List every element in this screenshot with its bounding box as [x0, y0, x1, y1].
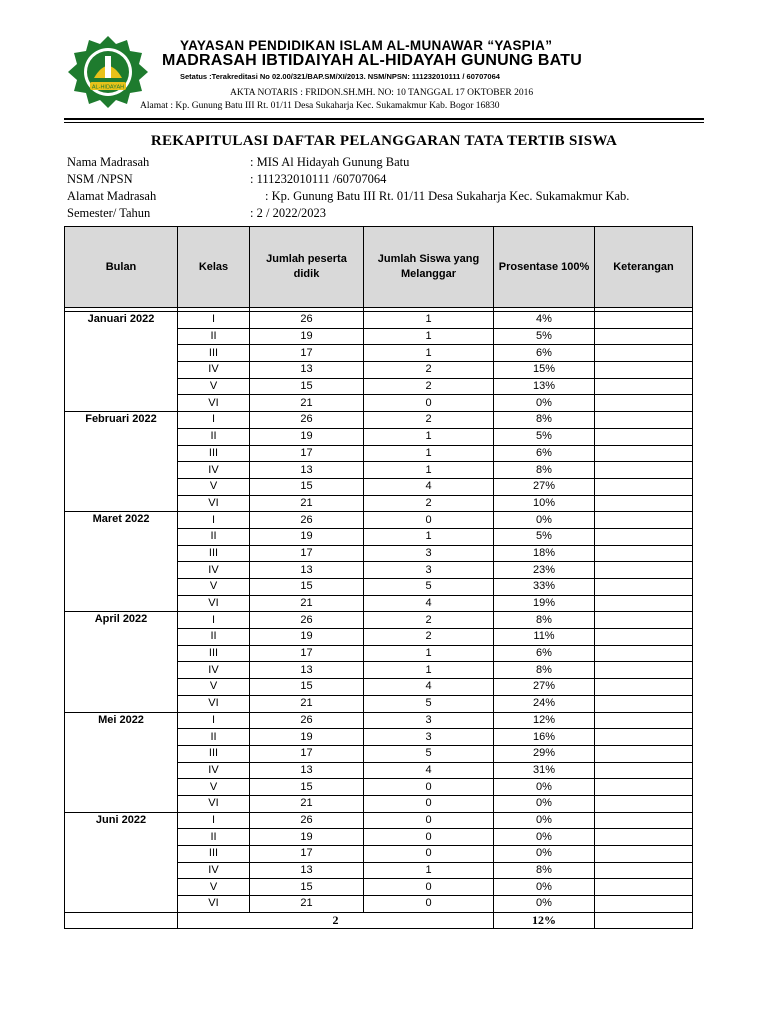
- notes-cell: [595, 362, 693, 379]
- violators-cell: 0: [364, 512, 494, 529]
- class-cell: V: [178, 879, 250, 896]
- students-cell: 21: [250, 495, 364, 512]
- month-cell: Juni 2022: [65, 812, 178, 912]
- table-row: [65, 512, 693, 529]
- students-cell: 21: [250, 896, 364, 913]
- students-cell: 13: [250, 562, 364, 579]
- students-cell: 19: [250, 528, 364, 545]
- students-cell: 21: [250, 795, 364, 812]
- col-header-violators: Jumlah Siswa yang Melanggar: [364, 227, 494, 308]
- violators-cell: 1: [364, 462, 494, 479]
- violation-table: [64, 226, 693, 929]
- violators-cell: 0: [364, 829, 494, 846]
- students-cell: 26: [250, 312, 364, 329]
- class-cell: V: [178, 378, 250, 395]
- notes-cell: [595, 862, 693, 879]
- notes-cell: [595, 679, 693, 696]
- total-empty-cell: [65, 912, 178, 929]
- notary-deed: AKTA NOTARIS : FRIDON.SH.MH. NO: 10 TANGGAL 17 OKTOBER 2016: [230, 88, 534, 98]
- info-value: : MIS Al Hidayah Gunung Batu: [250, 155, 410, 169]
- percent-cell: 0%: [494, 812, 595, 829]
- students-cell: 19: [250, 729, 364, 746]
- violators-cell: 1: [364, 645, 494, 662]
- info-label: Alamat Madrasah: [67, 189, 157, 203]
- students-cell: 21: [250, 395, 364, 412]
- violators-cell: 1: [364, 662, 494, 679]
- info-label: Nama Madrasah: [67, 155, 150, 169]
- percent-cell: 19%: [494, 595, 595, 612]
- percent-cell: 33%: [494, 579, 595, 596]
- class-cell: V: [178, 679, 250, 696]
- violators-cell: 5: [364, 579, 494, 596]
- class-cell: II: [178, 428, 250, 445]
- notes-cell: [595, 712, 693, 729]
- violators-cell: 1: [364, 445, 494, 462]
- document-title: REKAPITULASI DAFTAR PELANGGARAN TATA TERTIB SISWA: [150, 133, 618, 149]
- students-cell: 26: [250, 812, 364, 829]
- notes-cell: [595, 829, 693, 846]
- class-cell: VI: [178, 595, 250, 612]
- header-divider: [64, 118, 704, 120]
- violators-cell: 1: [364, 345, 494, 362]
- class-cell: II: [178, 729, 250, 746]
- students-cell: 19: [250, 328, 364, 345]
- percent-cell: 29%: [494, 745, 595, 762]
- class-cell: I: [178, 712, 250, 729]
- info-value: : Kp. Gunung Batu III Rt. 01/11 Desa Sukaharja Kec. Sukamakmur Kab.: [265, 189, 630, 203]
- class-cell: II: [178, 328, 250, 345]
- col-header-month: Bulan: [65, 227, 178, 308]
- col-header-percent: Prosentase 100%: [494, 227, 595, 308]
- school-name: MADRASAH IBTIDAIYAH AL-HIDAYAH GUNUNG BATU: [162, 52, 582, 69]
- notes-cell: [595, 412, 693, 429]
- notes-cell: [595, 695, 693, 712]
- percent-cell: 0%: [494, 846, 595, 863]
- month-cell: Februari 2022: [65, 412, 178, 512]
- students-cell: 13: [250, 662, 364, 679]
- percent-cell: 23%: [494, 562, 595, 579]
- students-cell: 26: [250, 712, 364, 729]
- percent-cell: 0%: [494, 829, 595, 846]
- foundation-name: YAYASAN PENDIDIKAN ISLAM AL-MUNAWAR “YASPIA”: [180, 38, 553, 53]
- students-cell: 19: [250, 829, 364, 846]
- month-cell: Maret 2022: [65, 512, 178, 612]
- violators-cell: 2: [364, 495, 494, 512]
- students-cell: 26: [250, 512, 364, 529]
- col-header-notes: Keterangan: [595, 227, 693, 308]
- class-cell: II: [178, 629, 250, 646]
- class-cell: IV: [178, 762, 250, 779]
- notes-cell: [595, 428, 693, 445]
- notes-cell: [595, 629, 693, 646]
- percent-cell: 12%: [494, 712, 595, 729]
- percent-cell: 16%: [494, 729, 595, 746]
- class-cell: IV: [178, 462, 250, 479]
- percent-cell: 4%: [494, 312, 595, 329]
- percent-cell: 8%: [494, 462, 595, 479]
- students-cell: 15: [250, 879, 364, 896]
- violators-cell: 1: [364, 528, 494, 545]
- percent-cell: 5%: [494, 328, 595, 345]
- students-cell: 17: [250, 445, 364, 462]
- percent-cell: 15%: [494, 362, 595, 379]
- percent-cell: 10%: [494, 495, 595, 512]
- class-cell: III: [178, 445, 250, 462]
- violators-cell: 0: [364, 779, 494, 796]
- percent-cell: 6%: [494, 445, 595, 462]
- class-cell: IV: [178, 362, 250, 379]
- info-label: NSM /NPSN: [67, 172, 133, 186]
- class-cell: V: [178, 779, 250, 796]
- col-header-students: Jumlah peserta didik: [250, 227, 364, 308]
- notes-cell: [595, 562, 693, 579]
- violators-cell: 2: [364, 629, 494, 646]
- letterhead: [0, 30, 768, 120]
- students-cell: 13: [250, 362, 364, 379]
- class-cell: I: [178, 512, 250, 529]
- violators-cell: 2: [364, 362, 494, 379]
- class-cell: IV: [178, 662, 250, 679]
- students-cell: 15: [250, 579, 364, 596]
- students-cell: 17: [250, 745, 364, 762]
- notes-cell: [595, 345, 693, 362]
- class-cell: VI: [178, 395, 250, 412]
- violators-cell: 0: [364, 795, 494, 812]
- students-cell: 17: [250, 645, 364, 662]
- total-percent-cell: 12%: [494, 912, 595, 929]
- table-header-row: [65, 227, 693, 308]
- students-cell: 15: [250, 478, 364, 495]
- notes-cell: [595, 445, 693, 462]
- percent-cell: 8%: [494, 662, 595, 679]
- percent-cell: 13%: [494, 378, 595, 395]
- violators-cell: 1: [364, 328, 494, 345]
- class-cell: VI: [178, 695, 250, 712]
- class-cell: I: [178, 812, 250, 829]
- students-cell: 13: [250, 762, 364, 779]
- accreditation-status: Setatus :Terakreditasi No 02.00/321/BAP.SM/XI/2013. NSM/NPSN: 111232010111 / 60707064: [180, 72, 500, 81]
- notes-cell: [595, 612, 693, 629]
- percent-cell: 0%: [494, 779, 595, 796]
- violators-cell: 5: [364, 745, 494, 762]
- info-label: Semester/ Tahun: [67, 206, 151, 220]
- notes-cell: [595, 896, 693, 913]
- violators-cell: 0: [364, 812, 494, 829]
- students-cell: 21: [250, 695, 364, 712]
- total-violators-cell: 2: [178, 912, 494, 929]
- class-cell: I: [178, 412, 250, 429]
- col-header-class: Kelas: [178, 227, 250, 308]
- percent-cell: 8%: [494, 412, 595, 429]
- notes-cell: [595, 812, 693, 829]
- violators-cell: 4: [364, 762, 494, 779]
- class-cell: III: [178, 745, 250, 762]
- notes-cell: [595, 328, 693, 345]
- class-cell: III: [178, 345, 250, 362]
- percent-cell: 5%: [494, 528, 595, 545]
- month-cell: April 2022: [65, 612, 178, 712]
- percent-cell: 0%: [494, 896, 595, 913]
- notes-cell: [595, 595, 693, 612]
- violators-cell: 4: [364, 679, 494, 696]
- notes-cell: [595, 579, 693, 596]
- school-emblem-icon: [64, 34, 152, 110]
- students-cell: 17: [250, 545, 364, 562]
- total-row: [65, 912, 693, 929]
- school-address: Alamat : Kp. Gunung Batu III Rt. 01/11 Desa Sukaharja Kec. Sukamakmur Kab. Bogor 16830: [140, 101, 500, 111]
- violators-cell: 3: [364, 545, 494, 562]
- class-cell: II: [178, 528, 250, 545]
- info-value: : 2 / 2022/2023: [250, 206, 327, 220]
- table-row: [65, 312, 693, 329]
- class-cell: VI: [178, 896, 250, 913]
- violators-cell: 3: [364, 562, 494, 579]
- notes-cell: [595, 662, 693, 679]
- class-cell: I: [178, 312, 250, 329]
- students-cell: 15: [250, 378, 364, 395]
- info-value: : 111232010111 /60707064: [250, 172, 387, 186]
- violators-cell: 3: [364, 712, 494, 729]
- notes-cell: [595, 846, 693, 863]
- percent-cell: 5%: [494, 428, 595, 445]
- students-cell: 15: [250, 679, 364, 696]
- notes-cell: [595, 545, 693, 562]
- violators-cell: 5: [364, 695, 494, 712]
- total-notes-cell: [595, 912, 693, 929]
- percent-cell: 0%: [494, 879, 595, 896]
- percent-cell: 27%: [494, 679, 595, 696]
- class-cell: III: [178, 846, 250, 863]
- notes-cell: [595, 645, 693, 662]
- violators-cell: 1: [364, 312, 494, 329]
- students-cell: 13: [250, 462, 364, 479]
- table-row: [65, 712, 693, 729]
- class-cell: IV: [178, 862, 250, 879]
- class-cell: VI: [178, 795, 250, 812]
- notes-cell: [595, 395, 693, 412]
- violators-cell: 0: [364, 395, 494, 412]
- students-cell: 19: [250, 428, 364, 445]
- violators-cell: 0: [364, 896, 494, 913]
- students-cell: 19: [250, 629, 364, 646]
- notes-cell: [595, 512, 693, 529]
- students-cell: 13: [250, 862, 364, 879]
- notes-cell: [595, 378, 693, 395]
- class-cell: VI: [178, 495, 250, 512]
- notes-cell: [595, 462, 693, 479]
- percent-cell: 0%: [494, 795, 595, 812]
- class-cell: II: [178, 829, 250, 846]
- violators-cell: 0: [364, 879, 494, 896]
- notes-cell: [595, 762, 693, 779]
- students-cell: 17: [250, 846, 364, 863]
- class-cell: IV: [178, 562, 250, 579]
- students-cell: 17: [250, 345, 364, 362]
- notes-cell: [595, 795, 693, 812]
- notes-cell: [595, 879, 693, 896]
- class-cell: III: [178, 545, 250, 562]
- month-cell: Mei 2022: [65, 712, 178, 812]
- class-cell: III: [178, 645, 250, 662]
- notes-cell: [595, 745, 693, 762]
- table-row: [65, 812, 693, 829]
- class-cell: V: [178, 579, 250, 596]
- percent-cell: 8%: [494, 612, 595, 629]
- percent-cell: 6%: [494, 345, 595, 362]
- month-cell: Januari 2022: [65, 312, 178, 412]
- percent-cell: 27%: [494, 478, 595, 495]
- percent-cell: 31%: [494, 762, 595, 779]
- violators-cell: 0: [364, 846, 494, 863]
- table-body: [65, 308, 693, 929]
- table-row: [65, 612, 693, 629]
- percent-cell: 0%: [494, 395, 595, 412]
- percent-cell: 8%: [494, 862, 595, 879]
- notes-cell: [595, 495, 693, 512]
- violators-cell: 1: [364, 862, 494, 879]
- notes-cell: [595, 478, 693, 495]
- percent-cell: 18%: [494, 545, 595, 562]
- table-row: [65, 412, 693, 429]
- students-cell: 26: [250, 412, 364, 429]
- violators-cell: 4: [364, 478, 494, 495]
- percent-cell: 24%: [494, 695, 595, 712]
- svg-text:AL-HIDAYAH: AL-HIDAYAH: [91, 84, 125, 91]
- violators-cell: 3: [364, 729, 494, 746]
- percent-cell: 0%: [494, 512, 595, 529]
- class-cell: V: [178, 478, 250, 495]
- percent-cell: 11%: [494, 629, 595, 646]
- class-cell: I: [178, 612, 250, 629]
- students-cell: 15: [250, 779, 364, 796]
- violators-cell: 2: [364, 378, 494, 395]
- notes-cell: [595, 779, 693, 796]
- violators-cell: 2: [364, 612, 494, 629]
- header-divider-thin: [64, 122, 704, 123]
- violators-cell: 1: [364, 428, 494, 445]
- students-cell: 21: [250, 595, 364, 612]
- violators-cell: 4: [364, 595, 494, 612]
- students-cell: 26: [250, 612, 364, 629]
- percent-cell: 6%: [494, 645, 595, 662]
- notes-cell: [595, 312, 693, 329]
- violators-cell: 2: [364, 412, 494, 429]
- notes-cell: [595, 528, 693, 545]
- notes-cell: [595, 729, 693, 746]
